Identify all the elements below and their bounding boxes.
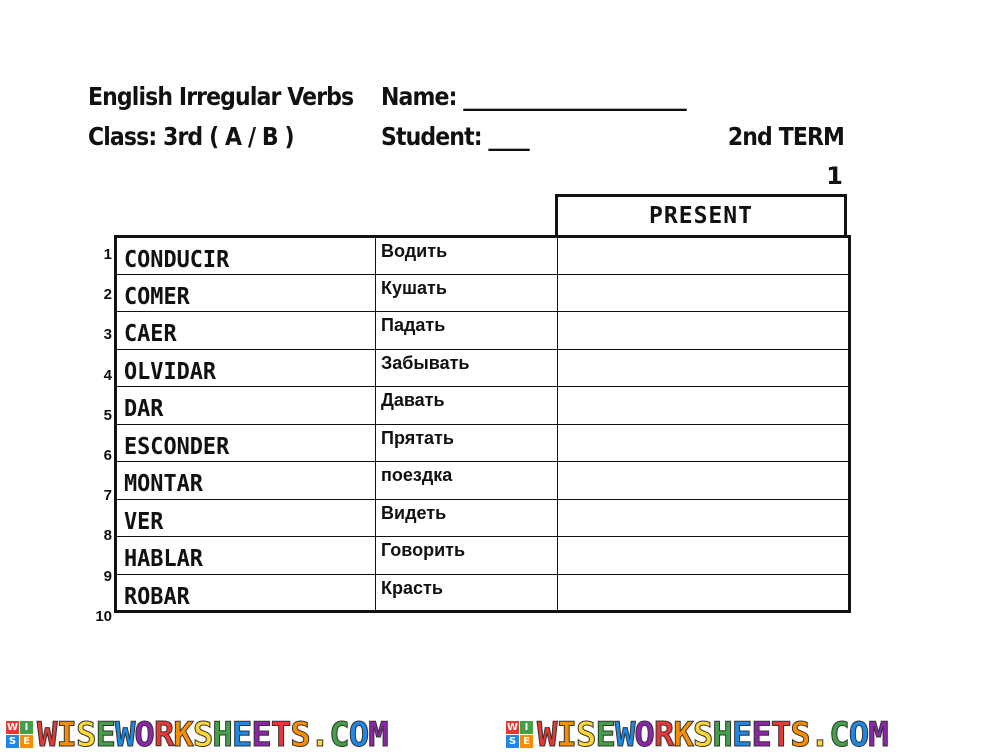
row-number: 9: [103, 567, 112, 585]
spanish-verb: ROBAR: [124, 583, 190, 610]
russian-translation: Давать: [381, 390, 445, 410]
worksheet-title: English Irregular Verbs: [88, 82, 354, 111]
watermark-text: WISEWORKSHEETS.COM: [37, 714, 388, 755]
present-answer-cell[interactable]: [558, 574, 850, 612]
russian-translation-cell: [376, 312, 558, 350]
russian-translation-cell: [376, 424, 558, 462]
spanish-verb-cell: [116, 499, 376, 537]
russian-translation-cell: [376, 349, 558, 387]
logo-letter: S: [6, 735, 19, 748]
row-number: 2: [103, 286, 112, 304]
logo-letter: S: [506, 735, 519, 748]
present-answer-cell[interactable]: [558, 424, 850, 462]
present-answer-cell[interactable]: [558, 349, 850, 387]
russian-translation-cell: [376, 499, 558, 537]
russian-translation-cell: [376, 387, 558, 425]
present-answer-cell[interactable]: [558, 462, 850, 500]
present-column-header: PRESENT: [555, 194, 847, 235]
present-answer-cell[interactable]: [558, 312, 850, 350]
spanish-verb-cell: [116, 574, 376, 612]
logo-letter: W: [6, 722, 19, 733]
spanish-verb-cell: [116, 424, 376, 462]
russian-translation-cell: [376, 574, 558, 612]
wise-logo-icon: [6, 721, 33, 748]
logo-letter: W: [506, 722, 519, 733]
table-row: [116, 274, 850, 312]
spanish-verb: CAER: [124, 321, 177, 347]
present-answer-cell[interactable]: [558, 387, 850, 425]
table-row: [116, 387, 850, 425]
russian-translation: поездка: [381, 465, 453, 485]
row-number: 4: [103, 366, 112, 384]
spanish-verb-cell: [116, 274, 376, 312]
row-number: 8: [103, 527, 112, 545]
spanish-verb-cell: [116, 237, 376, 275]
present-answer-cell[interactable]: [558, 537, 850, 575]
russian-translation: Забывать: [381, 352, 470, 373]
table-row: [116, 499, 850, 537]
russian-translation: Прятать: [381, 427, 454, 448]
russian-translation-cell: [376, 274, 558, 312]
name-field-label: Name: ______________________: [381, 82, 686, 111]
table-row: [116, 537, 850, 575]
spanish-verb: COMER: [124, 283, 190, 310]
spanish-verb: CONDUCIR: [124, 247, 230, 273]
table-row: [116, 574, 850, 612]
russian-translation: Красть: [381, 577, 443, 598]
spanish-verb-cell: [116, 537, 376, 575]
present-answer-cell[interactable]: [558, 274, 850, 312]
watermark-text: WISEWORKSHEETS.COM: [537, 714, 888, 755]
spanish-verb: OLVIDAR: [124, 358, 217, 385]
russian-translation-cell: [376, 537, 558, 575]
row-number: 5: [103, 406, 112, 424]
table-row: [116, 237, 850, 275]
table-row: [116, 349, 850, 387]
spanish-verb: MONTAR: [124, 471, 203, 497]
table-row: [116, 424, 850, 462]
logo-letter: E: [20, 735, 33, 748]
spanish-verb: VER: [124, 508, 164, 535]
wise-logo-icon: [506, 721, 533, 748]
logo-letter: I: [520, 721, 533, 734]
spanish-verb: DAR: [124, 396, 164, 422]
russian-translation: Кушать: [381, 277, 447, 298]
russian-translation-cell: [376, 237, 558, 275]
page-number: 1: [826, 162, 842, 190]
watermark-2: [506, 715, 1000, 755]
row-number: 7: [103, 487, 112, 505]
spanish-verb-cell: [116, 349, 376, 387]
term-label: 2nd TERM: [727, 122, 844, 151]
russian-translation: Говорить: [381, 540, 466, 560]
spanish-verb-cell: [116, 312, 376, 350]
verbs-table: [114, 235, 851, 613]
table-row: [116, 312, 850, 350]
watermark-1: [6, 715, 500, 755]
row-number: 10: [95, 607, 112, 625]
present-answer-cell[interactable]: [558, 237, 850, 275]
spanish-verb-cell: [116, 462, 376, 500]
russian-translation: Видеть: [381, 502, 447, 523]
watermark-footer: [0, 714, 1000, 755]
logo-letter: E: [520, 735, 533, 748]
russian-translation: Падать: [381, 315, 446, 335]
row-number: 6: [103, 447, 112, 464]
spanish-verb-cell: [116, 387, 376, 425]
present-answer-cell[interactable]: [558, 499, 850, 537]
spanish-verb: HABLAR: [124, 546, 203, 572]
logo-letter: I: [20, 721, 33, 734]
spanish-verb: ESCONDER: [124, 433, 230, 460]
row-number: 1: [103, 246, 112, 263]
russian-translation-cell: [376, 462, 558, 500]
student-field-label: Student: ____: [381, 122, 529, 151]
russian-translation: Водить: [381, 241, 448, 261]
table-row: [116, 462, 850, 500]
row-number: 3: [103, 326, 112, 344]
class-label: Class: 3rd ( A / B ): [88, 122, 294, 151]
